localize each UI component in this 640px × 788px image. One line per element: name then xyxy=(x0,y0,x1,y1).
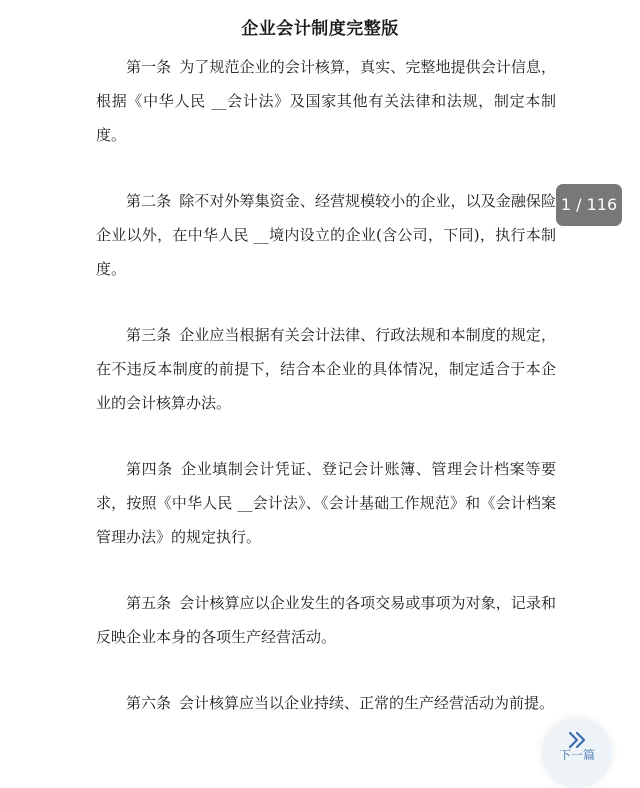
page-indicator: 1 / 116 xyxy=(556,184,622,226)
article-3 xyxy=(96,318,556,420)
article-number: 第五条 xyxy=(126,594,172,612)
document-title: 企业会计制度完整版 xyxy=(241,19,399,39)
article-number: 第二条 xyxy=(126,192,172,210)
article-6 xyxy=(96,686,556,720)
article-text: 除不对外筹集资金、经营规模较小的企业，以及金融保险企业以外，在中华人民 __境内设立的企业(含公司，下同)，执行本制度。 xyxy=(96,192,556,278)
article-number: 第一条 xyxy=(126,58,172,76)
double-chevron-right-icon xyxy=(567,731,587,749)
article-text: 会计核算应以企业发生的各项交易或事项为对象，记录和反映企业本身的各项生产经营活动。 xyxy=(96,594,556,646)
article-text: 为了规范企业的会计核算，真实、完整地提供会计信息，根据《中华人民 __会计法》及国家其他有关法律和法规，制定本制度。 xyxy=(96,58,556,144)
article-5 xyxy=(96,586,556,654)
article-1 xyxy=(96,50,556,152)
article-number: 第六条 xyxy=(126,694,172,712)
article-text: 会计核算应当以企业持续、正常的生产经营活动为前提。 xyxy=(179,694,555,712)
article-number: 第四条 xyxy=(126,460,173,478)
article-4 xyxy=(96,452,556,554)
article-2 xyxy=(96,184,556,286)
article-text: 企业填制会计凭证、登记会计账簿、管理会计档案等要求，按照《中华人民 __会计法》、《会计基础工作规范》和《会计档案管理办法》的规定执行。 xyxy=(96,460,556,546)
article-number: 第三条 xyxy=(126,326,172,344)
next-page-label[interactable]: 下一篇 xyxy=(558,748,595,762)
article-text: 企业应当根据有关会计法律、行政法规和本制度的规定，在不违反本制度的前提下，结合本企业的具体情况，制定适合于本企业的会计核算办法。 xyxy=(96,326,556,412)
document-body xyxy=(96,50,556,720)
